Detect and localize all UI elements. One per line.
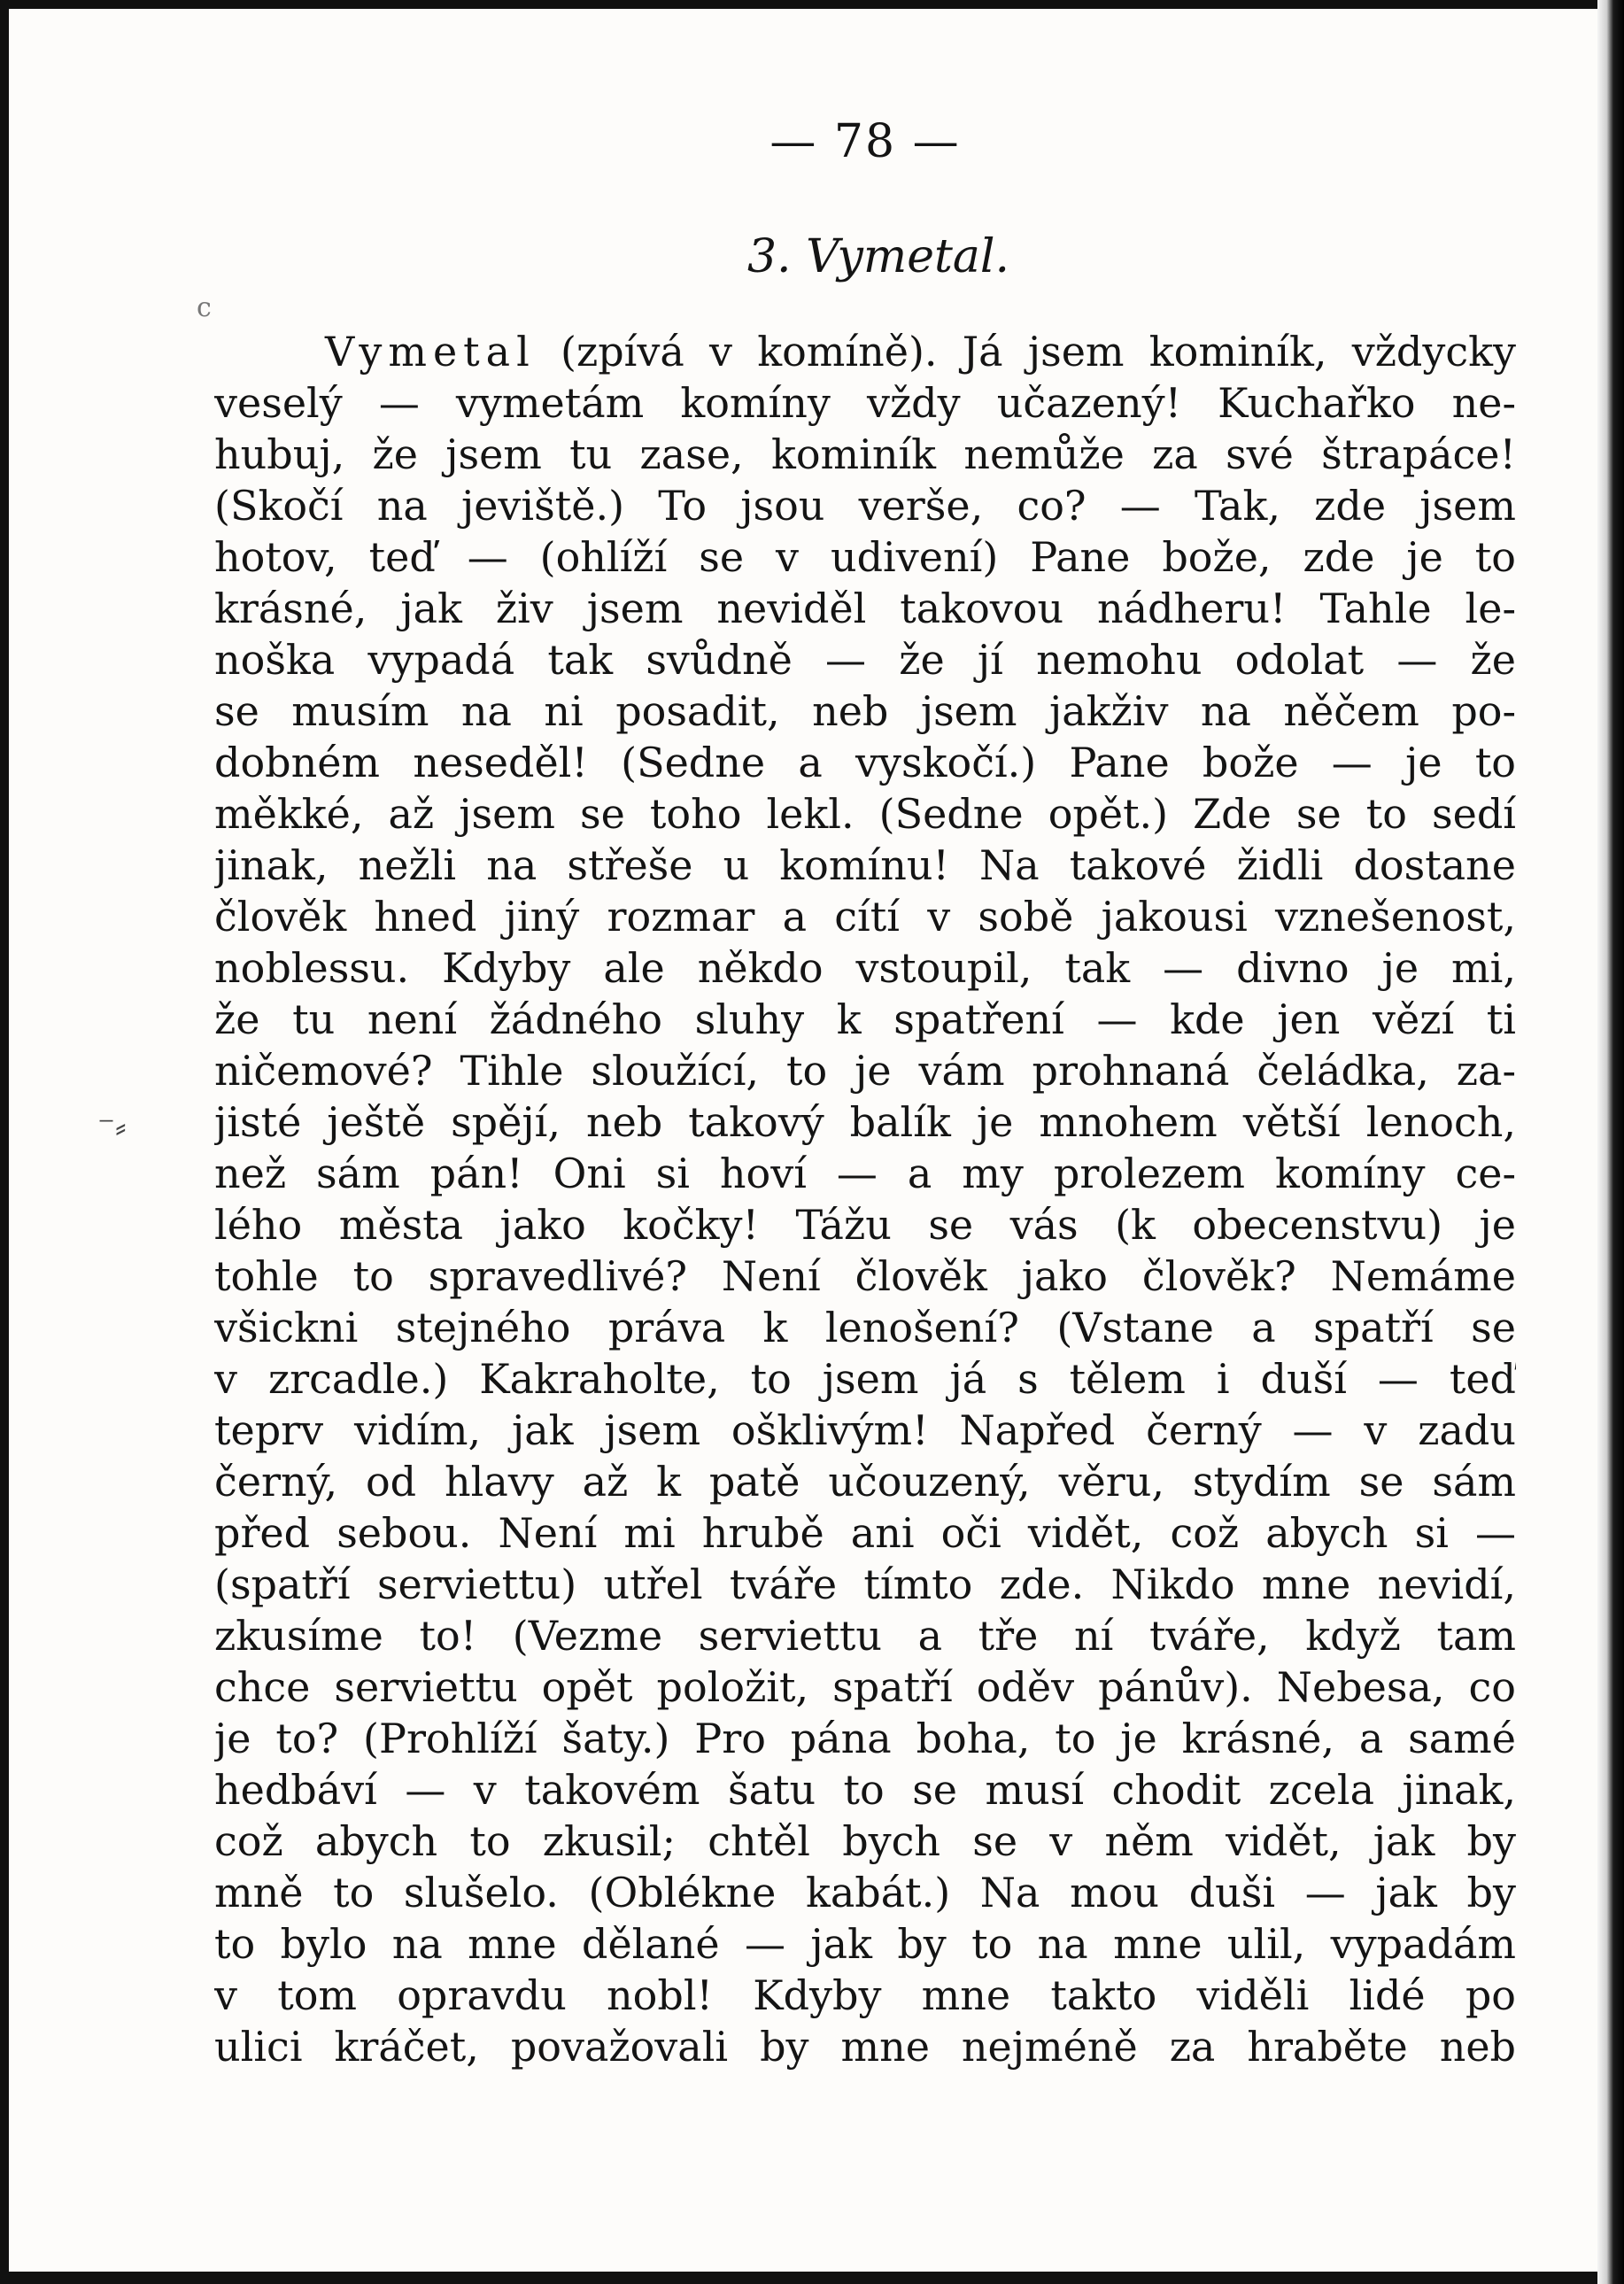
text-line-34: ulici kráčet, považovali by mne nejméně za hraběte neb xyxy=(214,2023,1516,2071)
text-line-6: krásné, jak živ jsem neviděl takovou nádheru! Tahle le- xyxy=(214,585,1516,632)
text-line-19: tohle to spravedlivé? Není člověk jako člověk? Nemáme xyxy=(214,1252,1516,1300)
text-line-32: to bylo na mne dělané — jak by to na mne ulil, vypadám xyxy=(214,1920,1516,1968)
page-number: — 78 — xyxy=(769,115,961,168)
text-line-12: člověk hned jiný rozmar a cítí v sobě jakousi vznešenost, xyxy=(214,893,1516,941)
text-line-31: mně to slušelo. (Oblékne kabát.) Na mou duši — jak by xyxy=(214,1869,1516,1916)
text-line-26: zkusíme to! (Vezme serviettu a tře ní tváře, když tam xyxy=(214,1612,1516,1660)
text-line-15: ničemové? Tihle sloužící, to je vám prohnaná čeládka, za- xyxy=(214,1047,1516,1095)
text-line-3: hubuj, že jsem tu zase, kominík nemůže za své štrapáce! xyxy=(214,430,1516,478)
text-line-28: je to? (Prohlíží šaty.) Pro pána boha, to je krásné, a samé xyxy=(214,1715,1516,1762)
text-line-5: hotov, teď — (ohlíží se v udivení) Pane bože, zde je to xyxy=(214,533,1516,581)
text-line-10: měkké, až jsem se toho lekl. (Sedne opět.) Zde se to sedí xyxy=(214,790,1516,838)
text-line-30: což abych to zkusil; chtěl bych se v něm vidět, jak by xyxy=(214,1817,1516,1865)
page-edge-shadow xyxy=(1597,0,1624,2284)
text-line-16: jisté ještě spějí, neb takový balík je mnohem větší lenoch, xyxy=(214,1098,1516,1146)
text-line-4: (Skočí na jeviště.) To jsou verše, co? — Tak, zde jsem xyxy=(214,482,1516,530)
section-title: 3. Vymetal. xyxy=(746,230,1010,283)
margin-arrow-mark: ⁻⸗ xyxy=(97,1107,127,1146)
text-line-27: chce serviettu opět položit, spatří oděv pánův). Nebesa, co xyxy=(214,1663,1516,1711)
text-line-2: veselý — vymetám komíny vždy učazený! Kuchařko ne- xyxy=(214,379,1516,427)
text-line-11: jinak, nežli na střeše u komínu! Na takové židli dostane xyxy=(214,841,1516,889)
text-line-9: dobném neseděl! (Sedne a vyskočí.) Pane bože — je to xyxy=(214,739,1516,786)
text-line-24: před sebou. Není mi hrubě ani oči vidět, což abych si — xyxy=(214,1509,1516,1557)
margin-speck: c xyxy=(197,292,212,323)
text-line-33: v tom opravdu nobl! Kdyby mne takto viděli lidé po xyxy=(214,1971,1516,2019)
text-line-14: že tu není žádného sluhy k spatření — kde jen vězí ti xyxy=(214,995,1516,1043)
text-line-13: noblessu. Kdyby ale někdo vstoupil, tak — divno je mi, xyxy=(214,944,1516,992)
text-line-25: (spatří serviettu) utřel tváře tímto zde. Nikdo mne nevidí, xyxy=(214,1560,1516,1608)
speaker-name: Vymetal xyxy=(325,328,536,376)
text-line-20: všickni stejného práva k lenošení? (Vstane a spatří se xyxy=(214,1304,1516,1351)
body-text xyxy=(214,326,1516,2072)
text-line-7: noška vypadá tak svůdně — že jí nemohu odolat — že xyxy=(214,636,1516,684)
text-line-18: lého města jako kočky! Tážu se vás (k obecenstvu) je xyxy=(214,1201,1516,1249)
text-line-8: se musím na ni posadit, neb jsem jakživ na něčem po- xyxy=(214,687,1516,735)
text-line-1: Vymetal (zpívá v komíně). Já jsem kominík, vždycky xyxy=(325,328,1516,376)
text-line-17: než sám pán! Oni si hoví — a my prolezem komíny ce- xyxy=(214,1150,1516,1197)
text-line-23: černý, od hlavy až k patě učouzený, věru, stydím se sám xyxy=(214,1458,1516,1506)
text-line-29: hedbáví — v takovém šatu to se musí chodit zcela jinak, xyxy=(214,1766,1516,1814)
text-line-22: teprv vidím, jak jsem ošklivým! Napřed černý — v zadu xyxy=(214,1406,1516,1454)
text-line-21: v zrcadle.) Kakraholte, to jsem já s tělem i duší — teď xyxy=(214,1355,1516,1403)
